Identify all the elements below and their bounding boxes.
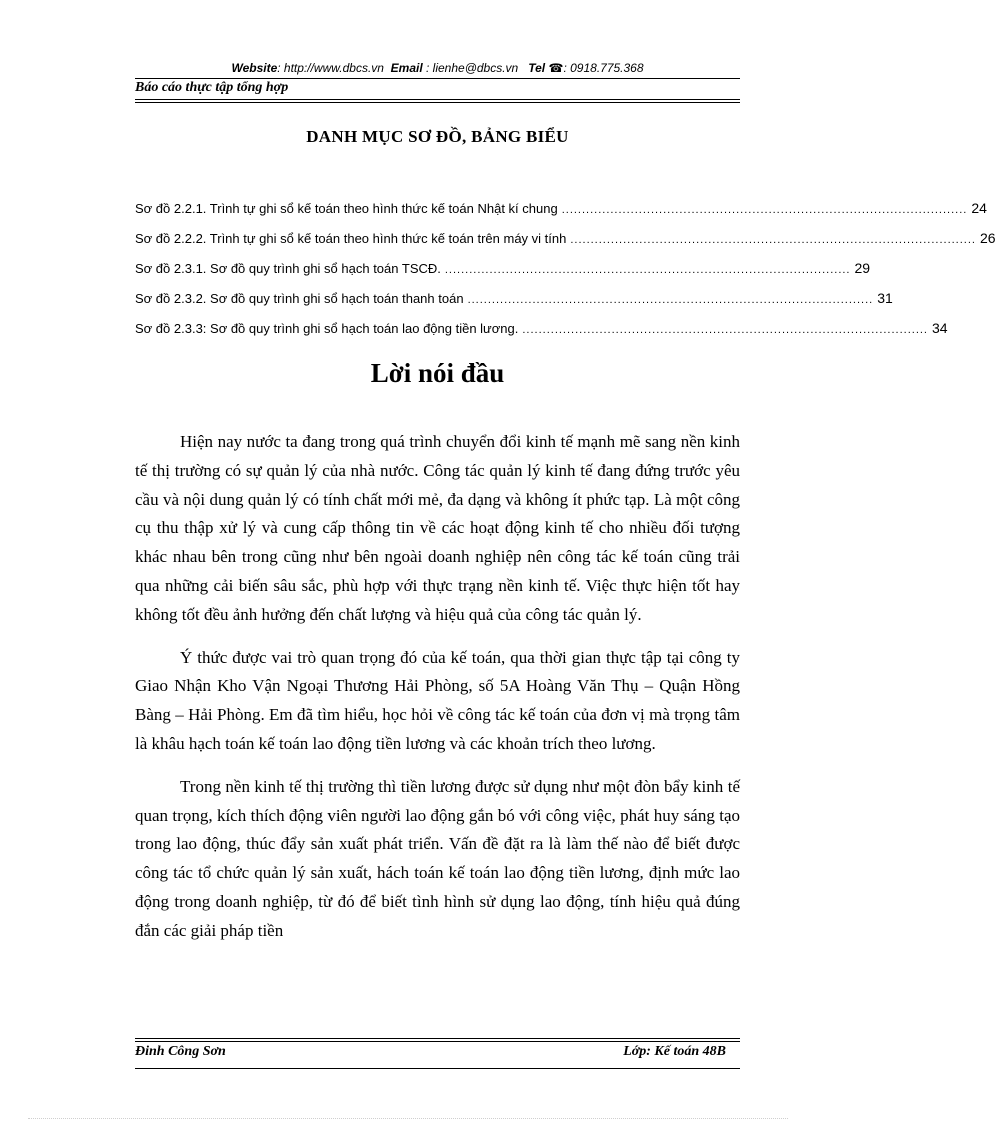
email-label: Email (390, 61, 423, 75)
footer-author: Đinh Công Sơn (135, 1044, 226, 1059)
toc-entry[interactable] (135, 260, 871, 290)
tel-label: Tel (528, 61, 546, 75)
toc-entry[interactable] (135, 290, 893, 320)
body-text (135, 428, 740, 960)
toc-leader: .................................................................................................... (444, 264, 851, 276)
toc-entry-text: Sơ đồ 2.3.2. Sơ đồ quy trình ghi sổ hạch toán thanh toán (135, 291, 464, 306)
toc-entry-text: Sơ đồ 2.3.3: Sơ đồ quy trình ghi sổ hạch toán lao động tiền lương. (135, 321, 519, 336)
header-rule-1 (135, 99, 740, 100)
header-rule-2 (135, 102, 740, 103)
website-value: : http://www.dbcs.vn (277, 61, 384, 75)
toc-entry[interactable] (135, 320, 948, 350)
page-edge-dots (28, 1118, 788, 1119)
footer-class: Lớp: Kế toán 48B (623, 1044, 726, 1059)
toc-leader: .................................................................................................... (467, 294, 874, 306)
header-top-rule (135, 78, 740, 79)
footer-rule-1 (135, 1038, 740, 1039)
toc-page-number: 31 (877, 290, 893, 306)
paragraph: Hiện nay nước ta đang trong quá trình chuyển đổi kinh tế mạnh mẽ sang nền kinh tế thị trường có sự quản lý của nhà nước. Công tác quản lý kinh tế đang đứng trước yêu cầu và nội dung quản lý có tính chất mới mẻ, đa dạng và không ít phức tạp. Là một công cụ thu thập xử lý và cung cấp thông tin về các hoạt động kinh tế cho nhiều đối tượng khác nhau bên trong cũng như bên ngoài doanh nghiệp nên công tác kế toán cũng trải qua những cải biến sâu sắc, phù hợp với thực trạng nền kinh tế. Việc thực hiện tốt hay không tốt đều ảnh hưởng đến chất lượng và hiệu quả của công tác quản lý. (135, 432, 740, 624)
toc-entry[interactable] (135, 200, 987, 230)
report-title: Báo cáo thực tập tổng hợp (135, 80, 289, 95)
toc-entry-text: Sơ đồ 2.2.1. Trình tự ghi sổ kế toán theo hình thức kế toán Nhật kí chung (135, 201, 558, 216)
toc-entry-text: Sơ đồ 2.2.2. Trình tự ghi sổ kế toán theo hình thức kế toán trên máy vi tính (135, 231, 567, 246)
website-label: Website (231, 61, 278, 75)
toc-list (135, 200, 996, 350)
toc-page-number: 26 (979, 230, 996, 246)
list-heading: DANH MỤC SƠ ĐỒ, BẢNG BIỂU (306, 127, 569, 146)
toc-entry-text: Sơ đồ 2.3.1. Sơ đồ quy trình ghi sổ hạch toán TSCĐ. (135, 261, 441, 276)
tel-value: : 0918.775.368 (563, 61, 644, 75)
paragraph: Ý thức được vai trò quan trọng đó của kế toán, qua thời gian thực tập tại công ty Giao Nhận Kho Vận Ngoại Thương Hải Phòng, số 5A Hoàng Văn Thụ – Quận Hồng Bàng – Hải Phòng. Em đã tìm hiểu, học hỏi về công tác kế toán của đơn vị mà trọng tâm là khâu hạch toán kế toán lao động tiền lương và các khoản trích theo lương. (135, 647, 740, 753)
footer-rule-2 (135, 1041, 740, 1042)
toc-leader: .................................................................................................... (522, 324, 928, 336)
toc-page-number: 29 (854, 260, 871, 276)
toc-page-number: 24 (971, 200, 987, 216)
paragraph: Trong nền kinh tế thị trường thì tiền lương được sử dụng như một đòn bẩy kinh tế quan trọng, kích thích động viên người lao động gắn bó với công việc, phát huy sáng tạo trong lao động, thúc đẩy sản xuất phát triển. Vấn đề đặt ra là làm thế nào để biết được công tác tổ chức quản lý sản xuất, hách toán kế toán lao động tiền lương, định mức lao động trong doanh nghiệp, từ đó để biết tình hình sử dụng lao động, tính hiệu quả đúng đắn các giải pháp tiền (135, 776, 740, 940)
toc-entry[interactable] (135, 230, 996, 260)
page-title: Lời nói đầu (370, 358, 505, 388)
footer-bottom-rule (135, 1068, 740, 1069)
toc-leader: .................................................................................................... (570, 234, 976, 246)
toc-page-number: 34 (932, 320, 948, 336)
phone-icon: ☎ (548, 61, 564, 75)
email-value: : lienhe@dbcs.vn (426, 61, 519, 75)
toc-leader: .................................................................................................... (561, 204, 968, 216)
website-line (135, 61, 740, 75)
